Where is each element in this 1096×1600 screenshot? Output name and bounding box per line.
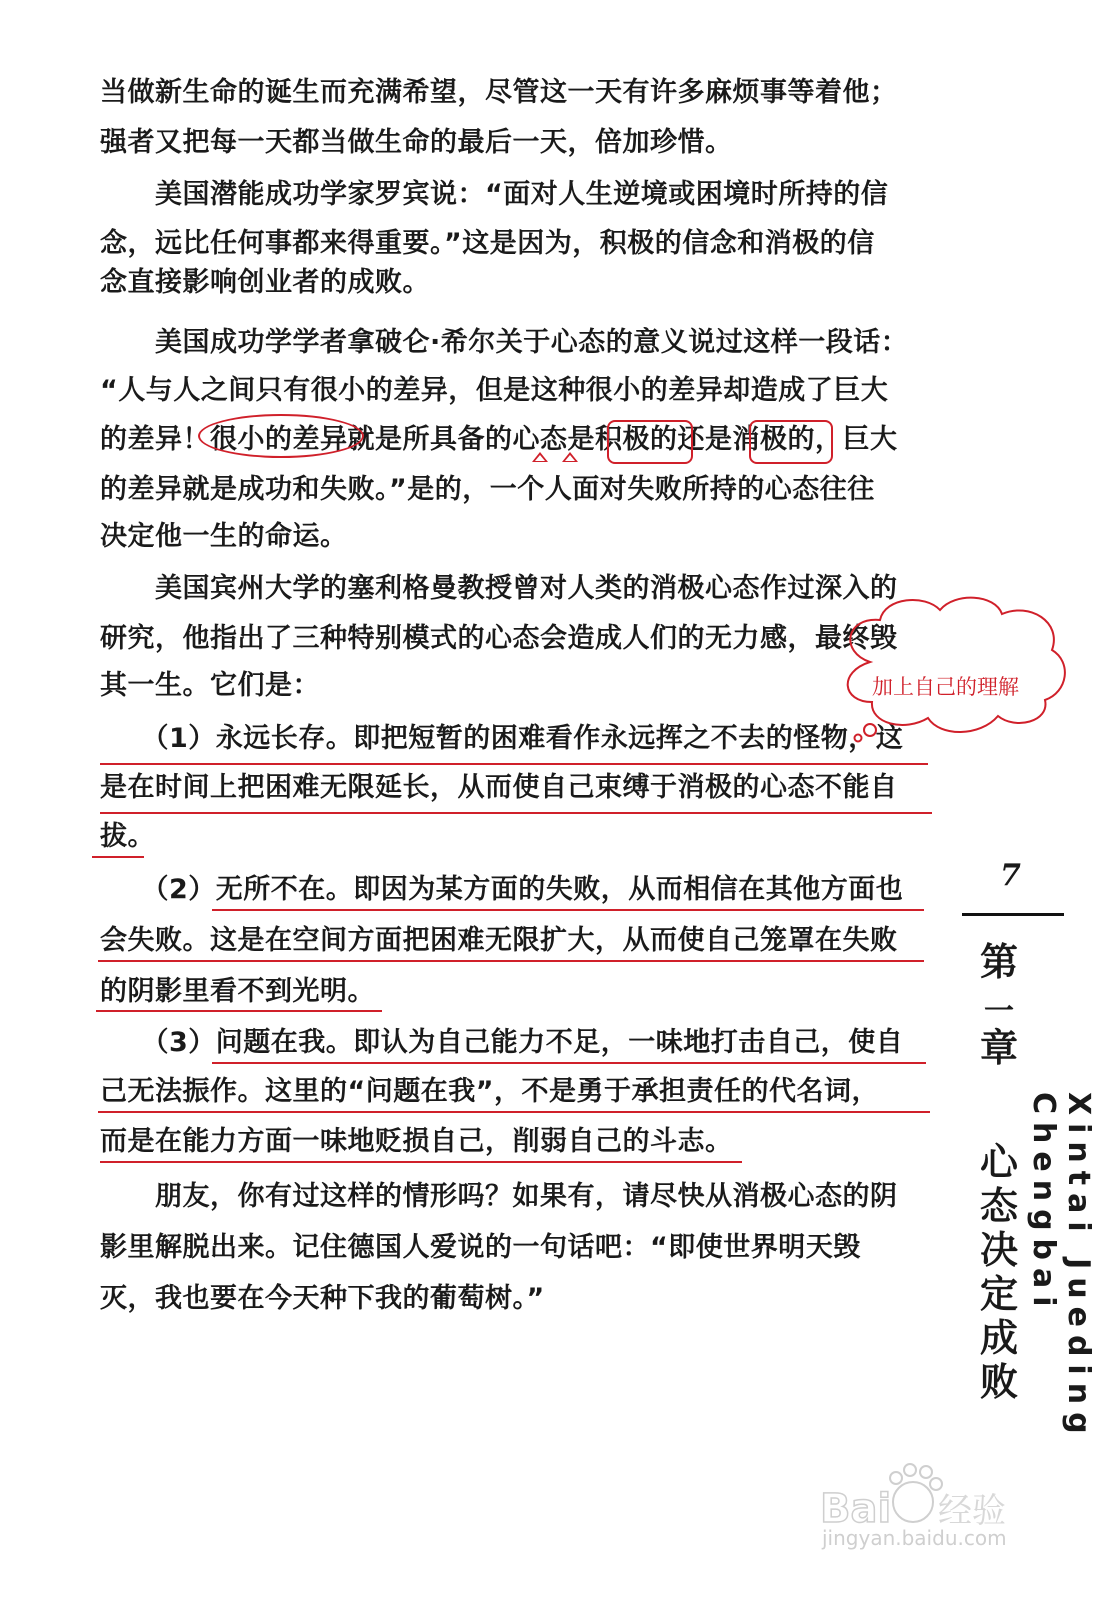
text-line: 影里解脱出来。记住德国人爱说的一句话吧：“即使世界明天毁 bbox=[100, 1232, 861, 1263]
text-line: （1）永远长存。即把短暂的困难看作永远挥之不去的怪物，这 bbox=[100, 723, 904, 754]
text-line: 念直接影响创业者的成败。 bbox=[100, 267, 430, 298]
text-line: 的阴影里看不到光明。 bbox=[100, 976, 375, 1007]
annotation-note: 加上自己的理解 bbox=[872, 675, 1019, 699]
text-line: 己无法振作。这里的“问题在我”，不是勇于承担责任的代名词， bbox=[100, 1076, 879, 1107]
annotation-underline bbox=[98, 1111, 930, 1113]
annotation-underline bbox=[100, 763, 928, 765]
annotation-caret bbox=[532, 452, 548, 462]
annotation-cloud bbox=[830, 592, 1075, 742]
text-line: 的差异！很小的差异就是所具备的心态是积极的还是消极的，巨大 bbox=[100, 424, 898, 455]
page-number-rule bbox=[962, 913, 1064, 916]
text-line: 美国潜能成功学家罗宾说：“面对人生逆境或困境时所持的信 bbox=[100, 179, 889, 210]
book-title-char: 心 bbox=[979, 1140, 1018, 1184]
text-line: 是在时间上把困难无限延长，从而使自己束缚于消极的心态不能自 bbox=[100, 772, 898, 803]
watermark-url: jingyan.baidu.com bbox=[822, 1526, 1007, 1550]
text-line: 念，远比任何事都来得重要。”这是因为，积极的信念和消极的信 bbox=[100, 228, 875, 259]
chapter-char: 章 bbox=[979, 1026, 1018, 1070]
text-line: 灭，我也要在今天种下我的葡萄树。” bbox=[100, 1283, 545, 1314]
text-line: （2）无所不在。即因为某方面的失败，从而相信在其他方面也 bbox=[100, 874, 904, 905]
svg-text:经验: 经验 bbox=[938, 1491, 1006, 1531]
baidu-watermark-logo bbox=[818, 1460, 1038, 1570]
text-line: 拔。 bbox=[100, 821, 155, 852]
annotation-box-positive bbox=[607, 420, 693, 464]
annotation-underline bbox=[100, 1161, 742, 1163]
text-line: 会失败。这是在空间方面把困难无限扩大，从而使自己笼罩在失败 bbox=[100, 925, 898, 956]
text-line: “人与人之间只有很小的差异，但是这种很小的差异却造成了巨大 bbox=[100, 375, 889, 406]
book-title-char: 决 bbox=[979, 1228, 1018, 1272]
annotation-underline bbox=[98, 960, 924, 962]
svg-text:Bai: Bai bbox=[820, 1486, 892, 1532]
text-line: 的差异就是成功和失败。”是的，一个人面对失败所持的心态往往 bbox=[100, 474, 875, 505]
annotation-underline bbox=[212, 1062, 926, 1064]
text-line: 美国宾州大学的塞利格曼教授曾对人类的消极心态作过深入的 bbox=[100, 573, 898, 604]
book-title-char: 成 bbox=[979, 1316, 1018, 1360]
book-title-char: 败 bbox=[979, 1360, 1018, 1404]
text-line: 决定他一生的命运。 bbox=[100, 521, 348, 552]
text-line: 当做新生命的诞生而充满希望，尽管这一天有许多麻烦事等着他； bbox=[100, 77, 898, 108]
text-line: （3）问题在我。即认为自己能力不足，一味地打击自己，使自 bbox=[100, 1027, 904, 1058]
annotation-ellipse bbox=[198, 414, 364, 458]
annotation-box-negative bbox=[749, 420, 833, 464]
text-line: 朋友，你有过这样的情形吗？如果有，请尽快从消极心态的阴 bbox=[100, 1181, 898, 1212]
page-number: 7 bbox=[1000, 858, 1021, 893]
annotation-underline bbox=[92, 856, 144, 858]
book-title-char: 态 bbox=[979, 1184, 1018, 1228]
text-line: 而是在能力方面一味地贬损自己，削弱自己的斗志。 bbox=[100, 1126, 733, 1157]
annotation-underline bbox=[96, 1010, 382, 1012]
chapter-char: 一 bbox=[984, 994, 1014, 1029]
text-line: 美国成功学学者拿破仑·希尔关于心态的意义说过这样一段话： bbox=[100, 327, 909, 358]
book-title-pinyin: Xintai Jueding Chengbai bbox=[1026, 1092, 1096, 1442]
text-line: 其一生。它们是： bbox=[100, 670, 320, 701]
annotation-underline bbox=[212, 909, 924, 911]
annotation-underline bbox=[100, 812, 932, 814]
annotation-caret bbox=[562, 452, 578, 462]
text-line: 研究，他指出了三种特别模式的心态会造成人们的无力感，最终毁 bbox=[100, 623, 898, 654]
chapter-char: 第 bbox=[979, 940, 1018, 984]
book-title-char: 定 bbox=[979, 1272, 1018, 1316]
text-line: 强者又把每一天都当做生命的最后一天，倍加珍惜。 bbox=[100, 127, 733, 158]
